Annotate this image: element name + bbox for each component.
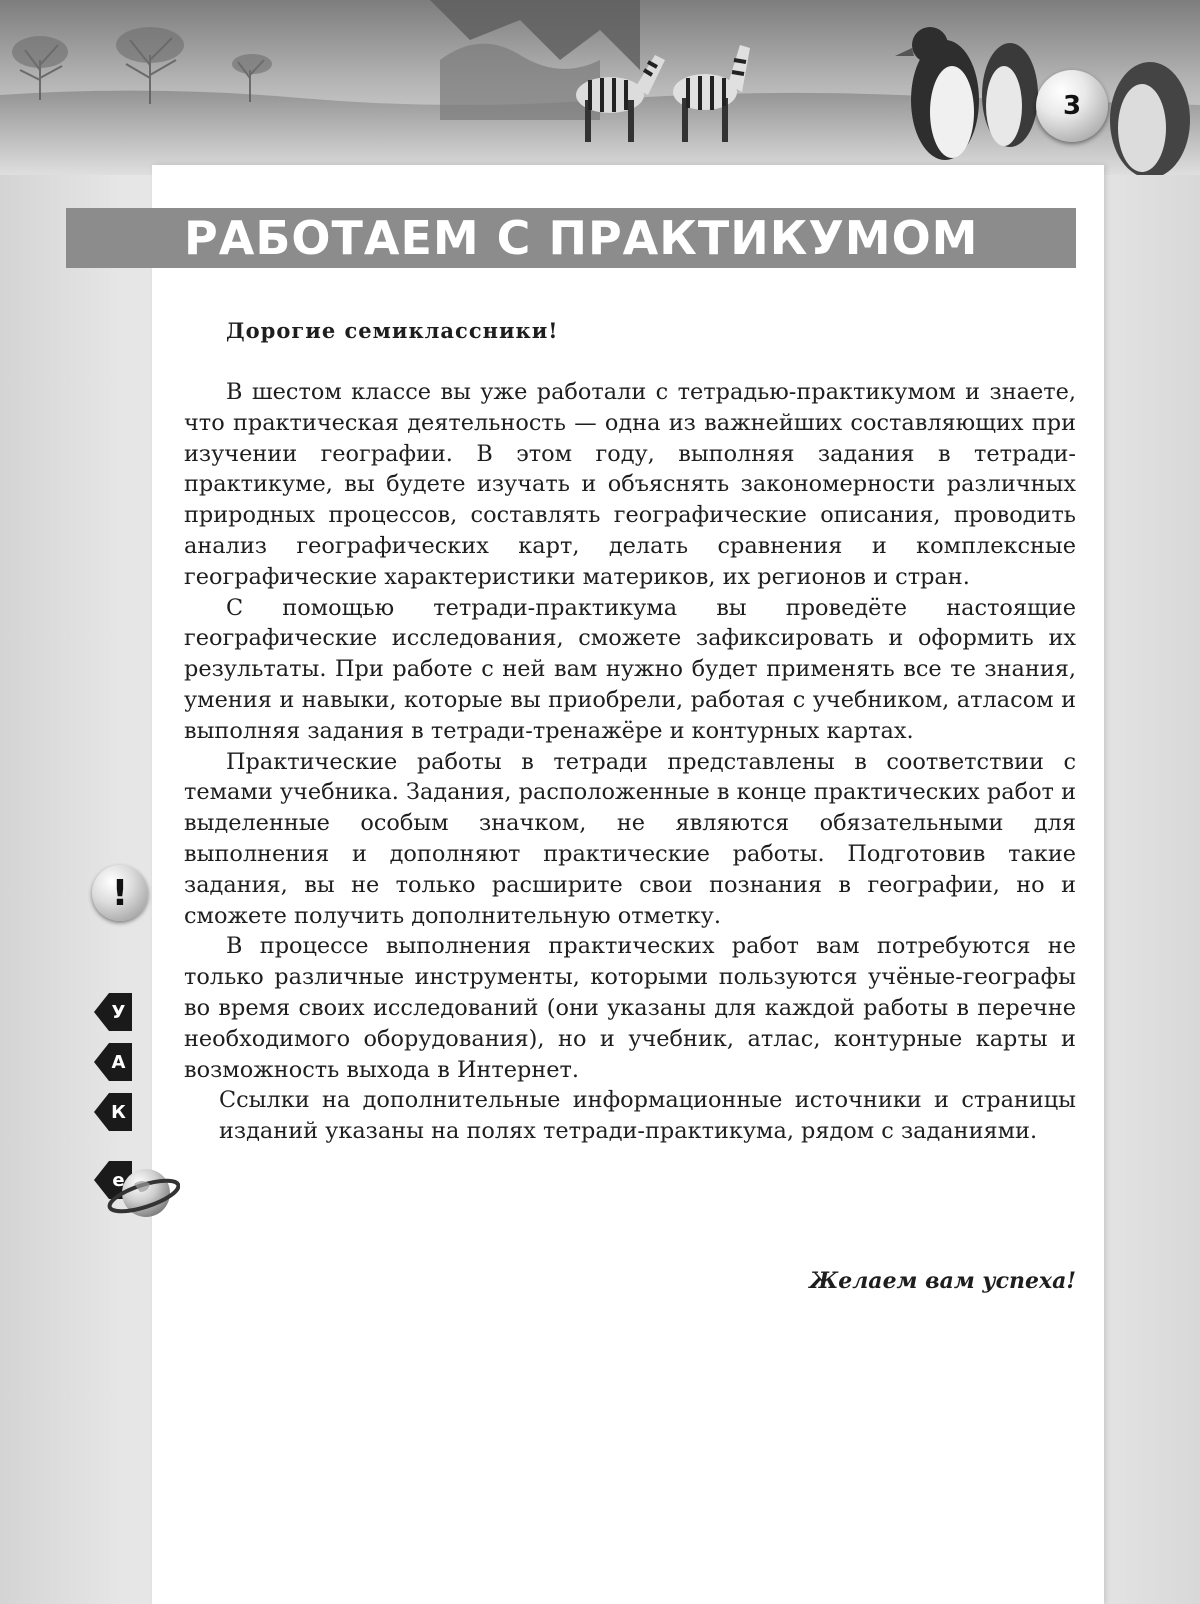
internet-tag-letter: e — [112, 1169, 125, 1191]
atlas-tag-icon — [94, 1043, 132, 1081]
closing-line: Желаем вам успеха! — [809, 1268, 1076, 1294]
internet-globe-icon — [94, 1160, 180, 1222]
textbook-tag-icon — [94, 993, 132, 1031]
paragraph-3: Практические работы в тетради представлены в соответствии с темами учебника. Задания, расположенные в конце практических работ и выделенные особым значком, не являются обязательными для выполнения и дополняют практические работы. Подготовив такие задания, вы не только расширите свои познания в географии, но и сможете получить дополнительную отметку. — [184, 748, 1076, 929]
landscape-illustration — [0, 0, 1200, 175]
contour-map-tag-letter: К — [111, 1101, 126, 1123]
exclamation-ball-icon: ! — [92, 865, 148, 921]
contour-map-tag-icon — [94, 1093, 132, 1131]
paragraph-1: В шестом классе вы уже работали с тетрадью-практикумом и знаете, что практическая деятельность — одна из важнейших составляющих при изучении географии. В этом году, выполняя задания в тетради-практикуме, вы будете изучать и объяснять закономерности различных природных процессов, составлять географические описания, проводить анализ географических карт, делать сравнения и комплексные географические характеристики материков, их регионов и стран. — [184, 379, 1076, 590]
title-bar — [66, 208, 1076, 268]
page-number-badge: 3 — [1036, 70, 1108, 142]
paragraph-4: В процессе выполнения практических работ вам потребуются не только различные инструменты, которыми пользуются учёные-географы во время своих исследований (они указаны для каждой работы в перечне необходимого оборудования), но и учебник, атлас, контурные карты и возможность выхода в Интернет. — [184, 933, 1076, 1083]
body-text — [184, 377, 1076, 1147]
atlas-tag-letter: А — [111, 1051, 126, 1073]
header-banner — [0, 0, 1200, 175]
paragraph-2: С помощью тетради-практикума вы проведёте настоящие географические исследования, сможете зафиксировать и оформить их результаты. При работе с ней вам нужно будет применять все те знания, умения и навыки, которые вы приобрели, работая с учебником, атласом и выполняя задания в тетради-тренажёре и контурных картах. — [184, 594, 1076, 744]
page-title: РАБОТАЕМ С ПРАКТИКУМОМ — [184, 211, 979, 265]
textbook-tag-letter: У — [111, 1001, 126, 1023]
greeting: Дорогие семиклассники! — [226, 318, 559, 343]
paragraph-links: Ссылки на дополнительные информационные источники и страницы изданий указаны на полях тетради-практикума, рядом с заданиями. — [219, 1087, 1076, 1145]
